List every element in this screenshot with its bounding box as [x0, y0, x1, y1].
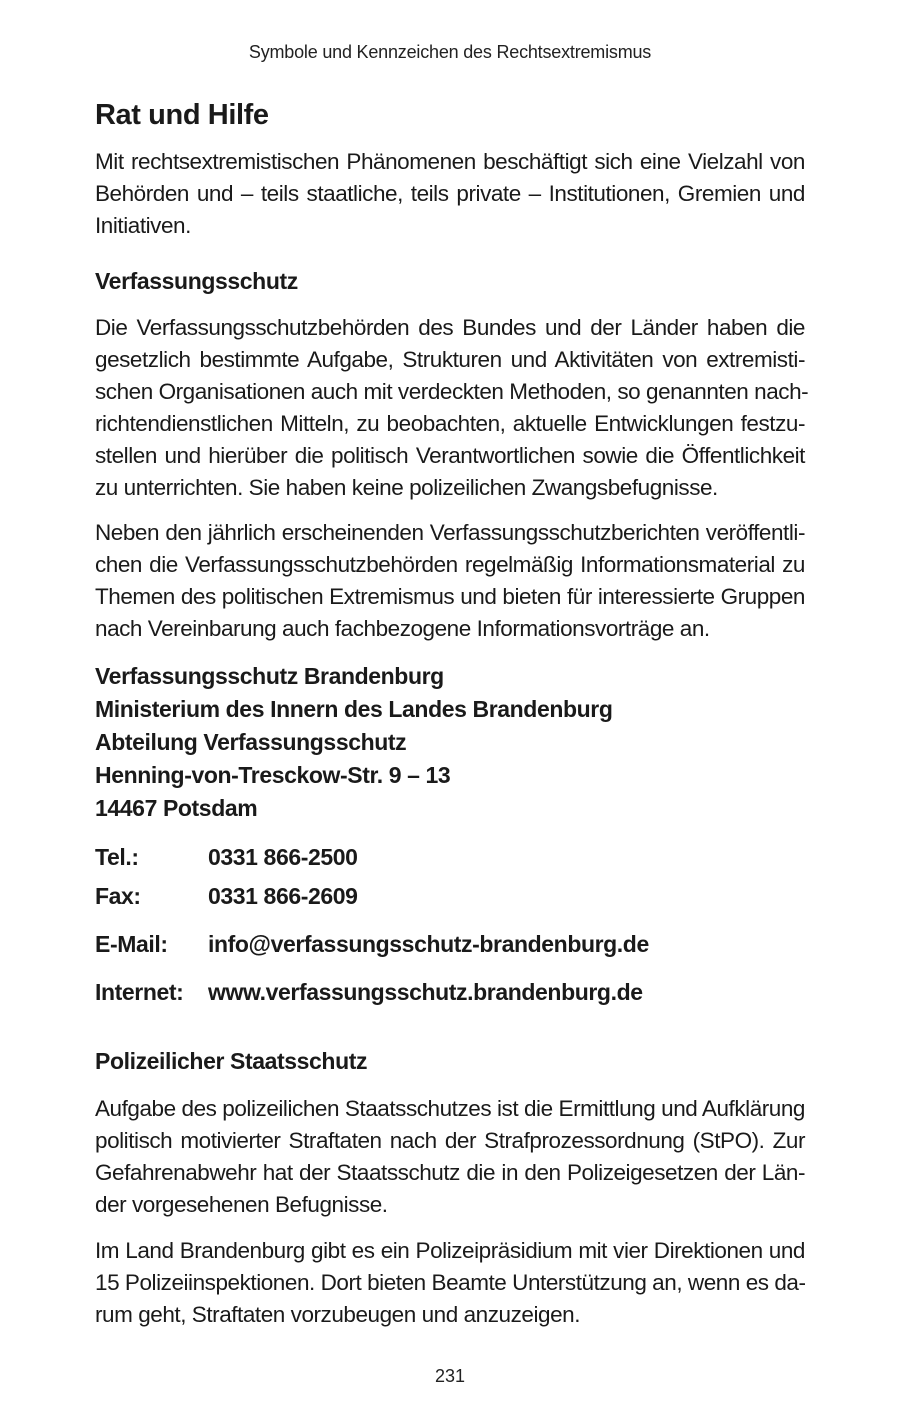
- paragraph-line: Gefahrenabwehr hat der Staatsschutz die in den Polizeigesetzen der Län-: [95, 1160, 805, 1185]
- verfassungsschutz-paragraph-2: [95, 517, 805, 645]
- email-value: info@verfassungsschutz-brandenburg.de: [208, 931, 649, 957]
- paragraph-line: Neben den jährlich erscheinenden Verfassungsschutzberichten veröffentli-: [95, 520, 805, 545]
- paragraph-line: richtendienstlichen Mitteln, zu beobachten, aktuelle Entwicklungen festzu-: [95, 411, 805, 436]
- address-line: Abteilung Verfassungsschutz: [95, 729, 407, 755]
- website-label: Internet:: [95, 979, 184, 1005]
- address-line: Verfassungsschutz Brandenburg: [95, 663, 444, 689]
- staatsschutz-paragraph-2: [95, 1235, 805, 1331]
- postal-address: [95, 660, 612, 825]
- paragraph-line: stellen und hierüber die politisch Verantwortlichen sowie die Öffentlichkeit: [95, 443, 805, 468]
- paragraph-line: der vorgesehenen Befugnisse.: [95, 1192, 388, 1217]
- staatsschutz-paragraph-1: [95, 1093, 805, 1221]
- address-line: Henning-von-Tresckow-Str. 9 – 13: [95, 762, 451, 788]
- staatsschutz-heading: Polizeilicher Staatsschutz: [95, 1048, 368, 1074]
- paragraph-line: 15 Polizeiinspektionen. Dort bieten Beamte Unterstützung an, wenn es da-: [95, 1270, 806, 1295]
- paragraph-line: chen die Verfassungsschutzbehörden regelmäßig Informationsmaterial zu: [95, 552, 805, 577]
- paragraph-line: Aufgabe des polizeilichen Staatsschutzes ist die Ermittlung und Aufklärung: [95, 1096, 805, 1121]
- intro-line: Initiativen.: [95, 213, 191, 238]
- contact-fax: [95, 880, 358, 912]
- paragraph-line: politisch motivierter Straftaten nach der Strafprozessordnung (StPO). Zur: [95, 1128, 805, 1153]
- address-line: Ministerium des Innern des Landes Brandenburg: [95, 696, 613, 722]
- intro-line: Behörden und – teils staatliche, teils private – Institutionen, Gremien und: [95, 181, 805, 206]
- paragraph-line: Themen des politischen Extremismus und bieten für interessierte Gruppen: [95, 584, 805, 609]
- email-label: E-Mail:: [95, 931, 168, 957]
- intro-paragraph: [95, 146, 805, 242]
- page-number: 231: [434, 1366, 466, 1386]
- running-header: Symbole und Kennzeichen des Rechtsextremismus: [248, 42, 652, 62]
- website-value: www.verfassungsschutz.brandenburg.de: [208, 979, 643, 1005]
- fax-value: 0331 866-2609: [208, 883, 358, 909]
- phone-label: Tel.:: [95, 844, 139, 870]
- paragraph-line: zu unterrichten. Sie haben keine polizeilichen Zwangsbefugnisse.: [95, 475, 718, 500]
- intro-line: Mit rechtsextremistischen Phänomenen beschäftigt sich eine Vielzahl von: [95, 149, 805, 174]
- phone-value: 0331 866-2500: [208, 844, 358, 870]
- paragraph-line: gesetzlich bestimmte Aufgabe, Strukturen und Aktivitäten von extremisti-: [95, 347, 805, 372]
- fax-label: Fax:: [95, 883, 141, 909]
- contact-email: [95, 928, 649, 960]
- paragraph-line: schen Organisationen auch mit verdeckten Methoden, so genannten nach-: [95, 379, 809, 404]
- paragraph-line: nach Vereinbarung auch fachbezogene Informationsvorträge an.: [95, 616, 710, 641]
- address-line: 14467 Potsdam: [95, 795, 258, 821]
- page-title: Rat und Hilfe: [95, 99, 269, 131]
- paragraph-line: Im Land Brandenburg gibt es ein Polizeipräsidium mit vier Direktionen und: [95, 1238, 805, 1263]
- paragraph-line: rum geht, Straftaten vorzubeugen und anzuzeigen.: [95, 1302, 580, 1327]
- contact-phone: [95, 841, 358, 873]
- verfassungsschutz-heading: Verfassungsschutz: [95, 268, 298, 294]
- verfassungsschutz-paragraph-1: [95, 312, 809, 504]
- contact-website: [95, 976, 643, 1008]
- paragraph-line: Die Verfassungsschutzbehörden des Bundes und der Länder haben die: [95, 315, 805, 340]
